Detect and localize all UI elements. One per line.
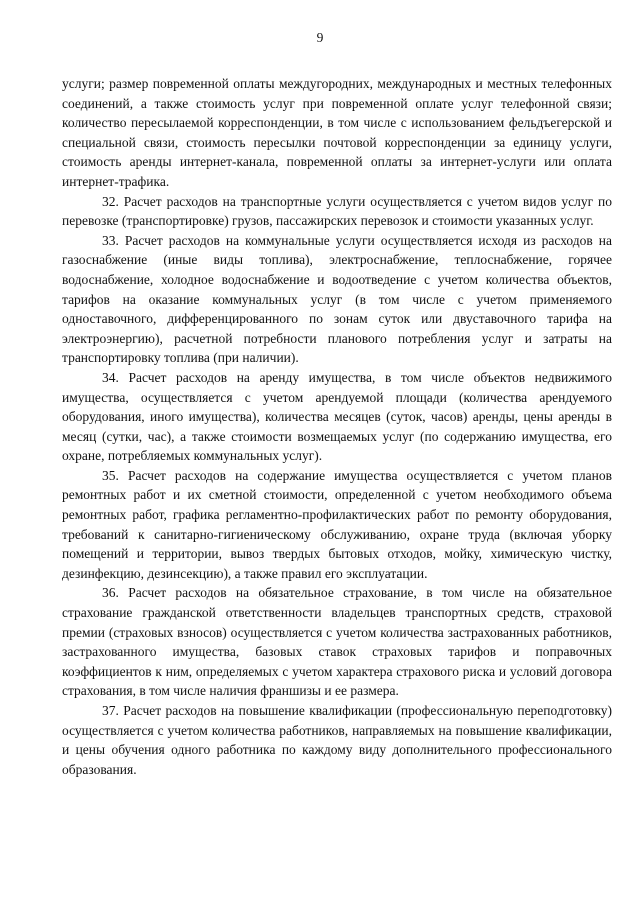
paragraph-33: 33. Расчет расходов на коммунальные услуги осуществляется исходя из расходов на газоснабжение (иные виды топлива), электроснабжение, теплоснабжение, горячее водоснабжение, холодное водоснабжение и водоотведение с учетом количества объектов, тарифов на оказание коммунальных услуг (в том числе с учетом применяемого одноставочного, дифференцированного по зонам суток или двуставочного тарифа на электроэнергию), расчетной потребности планового потребления услуг и затраты на транспортировку топлива (при наличии).: [62, 232, 612, 366]
page-number: 9: [316, 30, 324, 45]
document-body: [62, 74, 612, 779]
paragraph-36: 36. Расчет расходов на обязательное страхование, в том числе на обязательное страхование гражданской ответственности владельцев транспортных средств, страховой премии (страховых взносов) осуществляется с учетом количества застрахованных работников, застрахованного имущества, базовых ставок страховых тарифов и поправочных коэффициентов к ним, определяемых с учетом характера страхового риска и условий договора страхования, в том числе наличия франшизы и ее размера.: [62, 585, 612, 699]
paragraph-34: 34. Расчет расходов на аренду имущества, в том числе объектов недвижимого имущества, осуществляется с учетом арендуемой площади (количества арендуемого оборудования, иного имущества), количества месяцев (суток, часов) аренды, цены аренды в месяц (сутки, час), а также стоимости возмещаемых услуг (по содержанию имущества, его охране, потребляемых коммунальных услуг).: [62, 369, 612, 464]
paragraph-32: 32. Расчет расходов на транспортные услуги осуществляется с учетом видов услуг по перевозке (транспортировке) грузов, пассажирских перевозок и стоимости указанных услуг.: [62, 193, 612, 229]
paragraph-continuation: услуги; размер повременной оплаты междугородних, международных и местных телефонных соединений, а также стоимость услуг при повременной оплате услуг телефонной связи; количество пересылаемой корреспонденции, в том числе с использованием фельдъегерской и специальной связи, стоимость пересылки почтовой корреспонденции за единицу услуги, стоимость аренды интернет-канала, повременной оплаты за интернет-услуги или оплата интернет-трафика.: [62, 76, 612, 189]
paragraph-37: 37. Расчет расходов на повышение квалификации (профессиональную переподготовку) осуществляется с учетом количества работников, направляемых на повышение квалификации, и цены обучения одного работника по каждому виду дополнительного профессионального образования.: [62, 703, 612, 777]
paragraph-35: 35. Расчет расходов на содержание имущества осуществляется с учетом планов ремонтных работ и их сметной стоимости, определенной с учетом необходимого объема ремонтных работ, графика регламентно-профилактических работ по ремонту оборудования, требований к санитарно-гигиеническому обслуживанию, охране труда (включая уборку помещений и территории, вывоз твердых бытовых отходов, мойку, химическую чистку, дезинфекцию, дезинсекцию), а также правил его эксплуатации.: [62, 467, 612, 581]
